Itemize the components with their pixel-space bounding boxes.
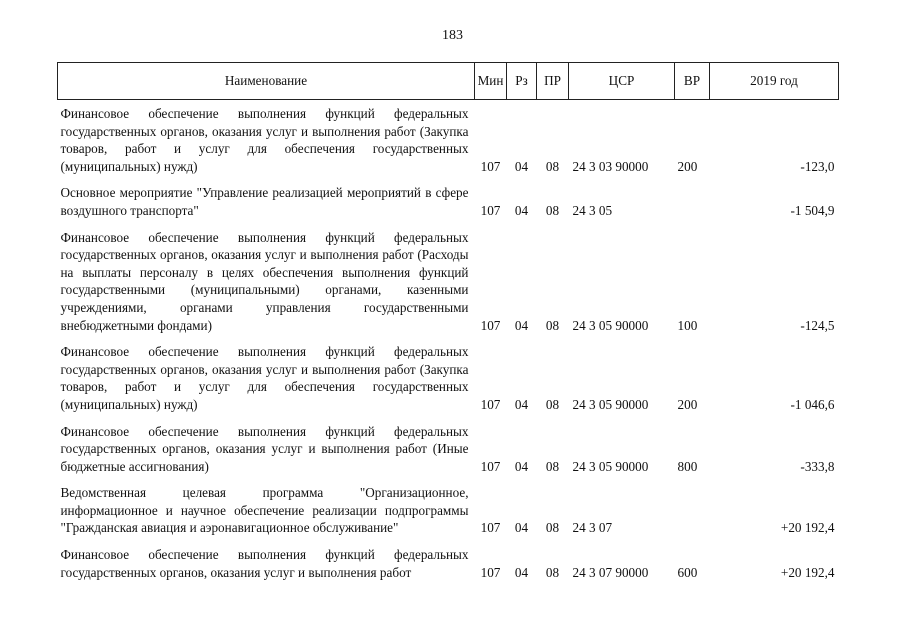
row-name: Финансовое обеспечение выполнения функций федеральных государственных органов, оказания услуг и выполнения работ (Иные бюджетные ассигнования) — [60, 423, 469, 474]
row-rz: 04 — [514, 158, 529, 174]
row-rz: 04 — [514, 564, 529, 580]
row-pr: 08 — [545, 202, 560, 218]
row-vr: 600 — [677, 564, 698, 580]
row-csr: 24 3 07 — [572, 520, 613, 536]
row-name: Финансовое обеспечение выполнения функций федеральных государственных органов, оказания услуг и выполнения работ (Закупка товаров, работ и услуг для обеспечения государственных (муниципальных) нужд) — [60, 106, 469, 174]
row-amount: +20 192,4 — [780, 564, 835, 580]
row-amount: +20 192,4 — [780, 520, 835, 536]
row-rz: 04 — [514, 317, 529, 333]
row-vr: 200 — [677, 158, 698, 174]
row-csr: 24 3 03 90000 — [572, 158, 649, 174]
row-rz: 04 — [514, 458, 529, 474]
row-min: 107 — [480, 202, 501, 218]
row-min: 107 — [480, 158, 501, 174]
table-row — [58, 229, 839, 344]
table-header — [58, 63, 839, 100]
header-min: Мин — [475, 63, 507, 100]
row-min: 107 — [480, 458, 501, 474]
row-amount: -333,8 — [800, 458, 835, 474]
row-csr: 24 3 07 90000 — [572, 564, 649, 580]
row-name: Ведомственная целевая программа "Организационное, информационное и научное обеспечение реализации подпрограммы "Гражданская авиация и аэронавигационное обслуживание" — [60, 485, 469, 536]
table-row — [58, 423, 839, 485]
row-min: 107 — [480, 520, 501, 536]
row-rz: 04 — [514, 396, 529, 412]
row-amount: -1 504,9 — [790, 202, 835, 218]
header-vr: ВР — [675, 63, 710, 100]
row-pr: 08 — [545, 158, 560, 174]
row-pr: 08 — [545, 564, 560, 580]
row-amount: -123,0 — [800, 158, 835, 174]
row-vr: 800 — [677, 458, 698, 474]
row-pr: 08 — [545, 520, 560, 536]
header-year: 2019 год — [710, 63, 839, 100]
row-pr: 08 — [545, 317, 560, 333]
row-name: Финансовое обеспечение выполнения функций федеральных государственных органов, оказания услуг и выполнения работ (Расходы на выплаты персоналу в целях обеспечения выполнения функций государственными (муниципальными) органами, казенными учреждениями, органами управления государственными внебюджетными фондами) — [60, 229, 469, 333]
header-name: Наименование — [58, 63, 475, 100]
row-csr: 24 3 05 90000 — [572, 458, 649, 474]
header-csr: ЦСР — [569, 63, 675, 100]
row-vr — [675, 484, 710, 546]
row-min: 107 — [480, 396, 501, 412]
row-csr: 24 3 05 90000 — [572, 396, 649, 412]
row-name: Финансовое обеспечение выполнения функций федеральных государственных органов, оказания услуг и выполнения работ — [60, 547, 469, 580]
row-name: Финансовое обеспечение выполнения функций федеральных государственных органов, оказания услуг и выполнения работ (Закупка товаров, работ и услуг для обеспечения государственных (муниципальных) нужд) — [60, 344, 469, 412]
row-rz: 04 — [514, 520, 529, 536]
table-row — [58, 184, 839, 228]
row-pr: 08 — [545, 458, 560, 474]
header-rz: Рз — [507, 63, 537, 100]
table-body — [58, 100, 839, 591]
row-amount: -124,5 — [800, 317, 835, 333]
row-csr: 24 3 05 90000 — [572, 317, 649, 333]
table-row — [58, 100, 839, 185]
row-vr: 200 — [677, 396, 698, 412]
row-rz: 04 — [514, 202, 529, 218]
row-pr: 08 — [545, 396, 560, 412]
row-csr: 24 3 05 — [572, 202, 613, 218]
table-row — [58, 546, 839, 590]
row-amount: -1 046,6 — [790, 396, 835, 412]
row-vr — [675, 184, 710, 228]
table-row — [58, 343, 839, 422]
page-number: 183 — [442, 28, 463, 43]
header-row — [58, 63, 839, 100]
header-pr: ПР — [537, 63, 569, 100]
row-name: Основное мероприятие "Управление реализацией мероприятий в сфере воздушного транспорта" — [60, 185, 469, 218]
row-vr: 100 — [677, 317, 698, 333]
row-min: 107 — [480, 564, 501, 580]
table-row — [58, 484, 839, 546]
budget-table — [57, 62, 839, 590]
row-min: 107 — [480, 317, 501, 333]
